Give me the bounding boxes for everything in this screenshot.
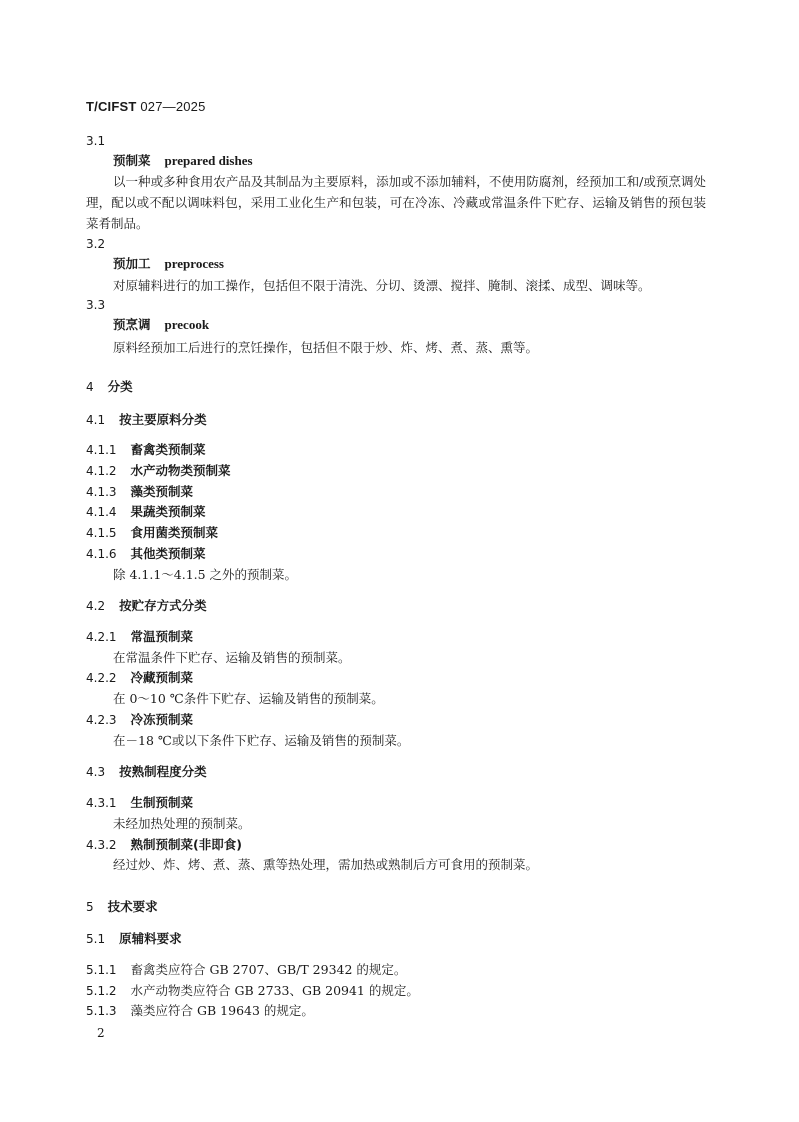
term-heading [113,153,253,169]
term-definition: 原料经预加工后进行的烹饪操作，包括但不限于炒、炸、烤、煮、蒸、熏等。 [113,340,539,355]
subsection-number: 4.1 [86,413,106,427]
clause-title: 冷冻预制菜 [130,712,194,727]
clause-text: 未经加热处理的预制菜。 [113,816,251,831]
clause-heading [86,712,193,728]
section-heading [86,379,133,395]
term-definition: 对原辅料进行的加工操作，包括但不限于清洗、分切、烫漂、搅拌、腌制、滚揉、成型、调味等。 [113,278,651,293]
clause-title: 熟制预制菜(非即食) [130,837,242,852]
term-en: preprocess [164,256,224,271]
clause-text: 藻类应符合 GB 19643 的规定。 [130,1003,314,1018]
term-heading [113,317,209,333]
clause-number: 4.1.2 [86,464,117,478]
clause-title: 其他类预制菜 [130,546,206,561]
term-en: precook [164,317,210,332]
clause-heading [86,525,218,541]
clause-text: 畜禽类应符合 GB 2707、GB/T 29342 的规定。 [130,962,407,977]
term-en: prepared dishes [164,153,253,168]
subsection-title: 按主要原料分类 [119,412,207,427]
document-header [86,99,206,114]
clause-number: 3.3 [86,298,106,312]
clause-text: 在 0～10 ℃条件下贮存、运输及销售的预制菜。 [113,691,384,706]
subsection-title: 按贮存方式分类 [119,598,207,613]
clause-title: 常温预制菜 [130,629,194,644]
subsection-number: 4.2 [86,599,106,613]
header-number: 027—2025 [140,99,206,114]
term-zh: 预制菜 [113,153,151,168]
clause-text: 在常温条件下贮存、运输及销售的预制菜。 [113,650,351,665]
clause-number: 4.2.1 [86,630,117,644]
clause-number: 4.1.4 [86,505,117,519]
section-heading [86,899,158,915]
subsection-number: 4.3 [86,765,106,779]
clause-number: 4.1.6 [86,547,117,561]
subsection-heading [86,931,182,947]
clause-text: 除 4.1.1～4.1.5 之外的预制菜。 [113,567,298,582]
clause-heading [86,442,206,458]
clause-number: 4.2.2 [86,671,117,685]
clause-title: 畜禽类预制菜 [130,442,206,457]
clause-text: 经过炒、炸、烤、煮、蒸、熏等热处理，需加热或熟制后方可食用的预制菜。 [113,857,539,872]
clause-heading [86,795,193,811]
term-zh: 预加工 [113,256,151,271]
section-number: 4 [86,380,94,394]
page-number: 2 [97,1026,105,1040]
clause-text: 在－18 ℃或以下条件下贮存、运输及销售的预制菜。 [113,733,410,748]
clause-title: 生制预制菜 [130,795,194,810]
clause-heading [86,629,193,645]
clause-number: 5.1.3 [86,1004,117,1018]
clause-title: 冷藏预制菜 [130,670,194,685]
clause-line [86,1003,314,1019]
subsection-number: 5.1 [86,932,106,946]
clause-number: 3.2 [86,237,106,251]
clause-line [86,962,406,978]
subsection-heading [86,598,207,614]
clause-title: 水产动物类预制菜 [130,463,231,478]
clause-heading [86,670,193,686]
clause-heading [86,837,242,853]
clause-number: 4.3.2 [86,838,117,852]
subsection-title: 按熟制程度分类 [119,764,207,779]
section-number: 5 [86,900,94,914]
clause-number: 4.3.1 [86,796,117,810]
clause-text: 水产动物类应符合 GB 2733、GB 20941 的规定。 [130,983,419,998]
clause-title: 果蔬类预制菜 [130,504,206,519]
clause-number: 5.1.1 [86,963,117,977]
clause-heading [86,463,231,479]
clause-number: 4.2.3 [86,713,117,727]
section-title: 技术要求 [107,899,158,914]
clause-heading [86,504,206,520]
header-org: T/CIFST [86,99,137,114]
section-title: 分类 [107,379,133,394]
term-zh: 预烹调 [113,317,151,332]
clause-title: 食用菌类预制菜 [130,525,219,540]
clause-heading [86,484,193,500]
clause-number: 4.1.3 [86,485,117,499]
clause-number: 4.1.5 [86,526,117,540]
clause-number: 4.1.1 [86,443,117,457]
subsection-title: 原辅料要求 [119,931,182,946]
clause-title: 藻类预制菜 [130,484,194,499]
term-definition: 以一种或多种食用农产品及其制品为主要原料，添加或不添加辅料，不使用防腐剂，经预加工和/或预烹调处理，配以或不配以调味料包，采用工业化生产和包装，可在冷冻、冷藏或常温条件下贮存、运输及销售的预包装菜肴制品。 [86,174,706,231]
term-heading [113,256,224,272]
clause-heading [86,546,206,562]
subsection-heading [86,764,207,780]
subsection-heading [86,412,207,428]
clause-line [86,983,419,999]
clause-number: 5.1.2 [86,984,117,998]
clause-number: 3.1 [86,134,106,148]
